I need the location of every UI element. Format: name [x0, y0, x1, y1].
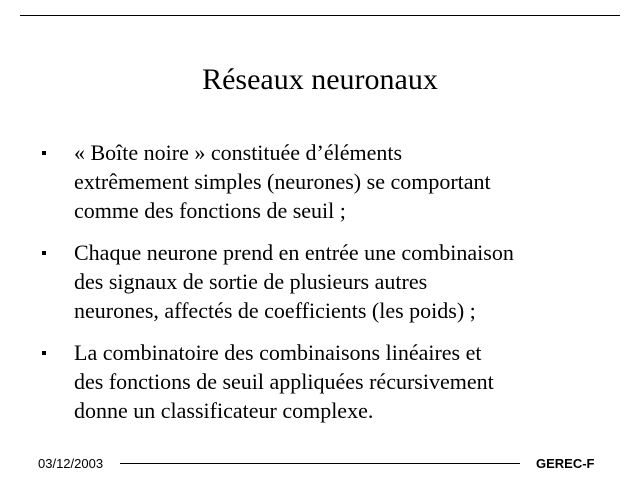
bullet-line: La combinatoire des combinaisons linéaires et [74, 340, 482, 365]
footer-date: 03/12/2003 [38, 456, 104, 471]
bullet-line: neurones, affectés de coefficients (les poids) ; [74, 298, 476, 323]
header-divider [20, 15, 620, 16]
footer-organization: GEREC-F [536, 456, 595, 471]
bullet-line: donne un classificateur complexe. [74, 398, 374, 423]
bullet-line: des signaux de sortie de plusieurs autres [74, 269, 428, 294]
bullet-line: des fonctions de seuil appliquées récursivement [74, 369, 494, 394]
bullet-list [42, 138, 622, 438]
bullet-square-icon [42, 251, 46, 255]
bullet-line: extrêmement simples (neurones) se comportant [74, 169, 491, 194]
bullet-item [42, 238, 622, 325]
bullet-square-icon [42, 151, 46, 155]
bullet-line: « Boîte noire » constituée d’éléments [74, 140, 403, 165]
slide-title: Réseaux neuronaux [202, 63, 438, 96]
bullet-line: Chaque neurone prend en entrée une combinaison [74, 240, 514, 265]
footer-divider [120, 463, 520, 464]
bullet-item [42, 338, 622, 425]
bullet-line: comme des fonctions de seuil ; [74, 198, 346, 223]
bullet-item [42, 138, 622, 225]
bullet-square-icon [42, 351, 46, 355]
